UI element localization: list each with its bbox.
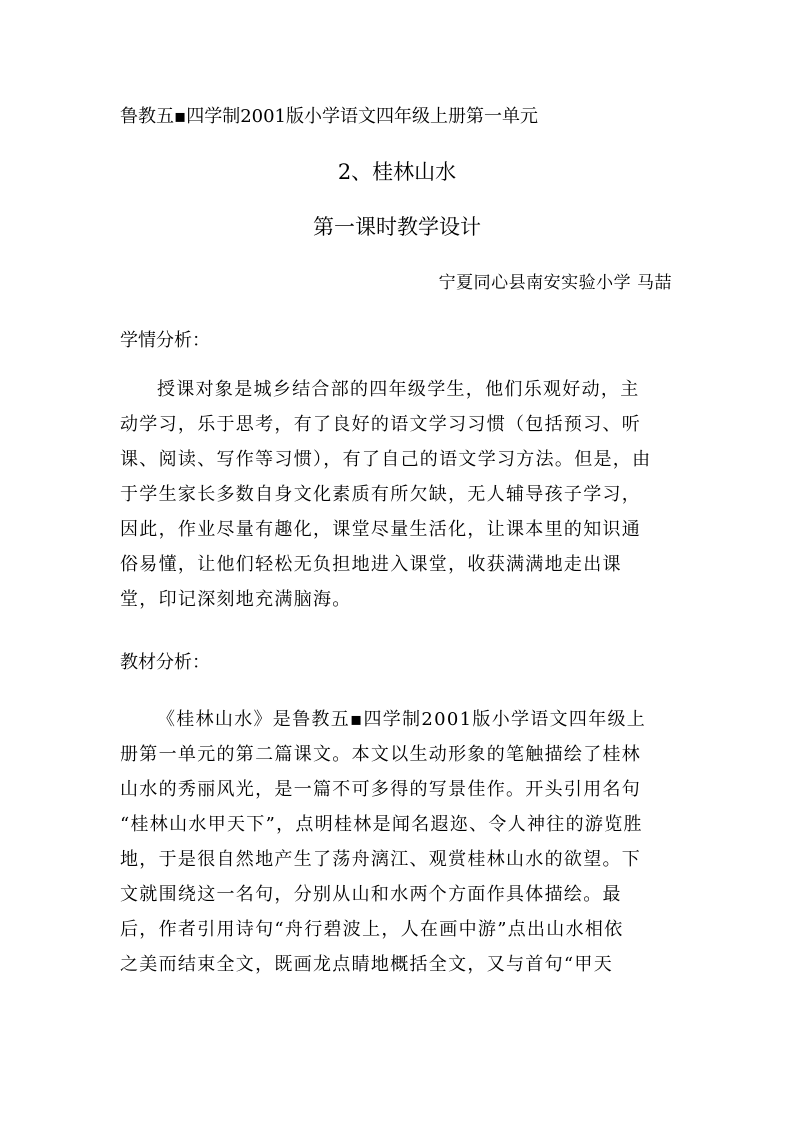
paragraph-line: 文就围绕这一名句，分别从山和水两个方面作具体描绘。最 xyxy=(120,884,622,905)
paragraph-line: 授课对象是城乡结合部的四年级学生，他们乐观好动，主 xyxy=(157,379,640,400)
paragraph-line: “桂林山水甲天下”，点明桂林是闻名遐迩、令人神往的游览胜 xyxy=(120,814,643,835)
paragraph-line: 之美而结束全文，既画龙点睛地概括全文，又与首句“甲天 xyxy=(120,954,613,975)
paragraph-material-analysis xyxy=(120,702,682,982)
paragraph-line: 地，于是很自然地产生了荡舟漓江、观赏桂林山水的欲望。下 xyxy=(120,849,642,870)
section-heading-material-analysis: 教材分析： xyxy=(120,652,210,673)
lesson-subtitle: 第一课时教学设计 xyxy=(313,215,481,239)
paragraph-line: 于学生家长多数自身文化素质有所欠缺，无人辅导孩子学习， xyxy=(120,484,642,505)
paragraph-learner-analysis xyxy=(120,372,682,617)
paragraph-line: 《桂林山水》是鲁教五▪四学制2001版小学语文四年级上 xyxy=(157,709,647,730)
lesson-title: 2、桂林山水 xyxy=(337,160,457,184)
paragraph-line: 因此，作业尽量有趣化，课堂尽量生活化，让课本里的知识通 xyxy=(120,519,642,540)
paragraph-line: 课、阅读、写作等习惯），有了自己的语文学习方法。但是，由 xyxy=(120,449,652,470)
paragraph-line: 俗易懂，让他们轻松无负担地进入课堂，收获满满地走出课 xyxy=(120,554,622,575)
paragraph-line: 山水的秀丽风光，是一篇不可多得的写景佳作。开头引用名句 xyxy=(120,779,642,800)
paragraph-line: 堂，印记深刻地充满脑海。 xyxy=(120,589,352,610)
paragraph-line: 后，作者引用诗句“舟行碧波上，人在画中游”点出山水相依 xyxy=(120,919,624,940)
author-line: 宁夏同心县南安实验小学 马喆 xyxy=(438,273,672,293)
series-line: 鲁教五▪四学制2001版小学语文四年级上册第一单元 xyxy=(120,106,539,127)
paragraph-line: 动学习，乐于思考，有了良好的语文学习习惯（包括预习、听 xyxy=(120,414,642,435)
section-heading-learner-analysis: 学情分析： xyxy=(120,330,210,351)
paragraph-line: 册第一单元的第二篇课文。本文以生动形象的笔触描绘了桂林 xyxy=(120,744,642,765)
